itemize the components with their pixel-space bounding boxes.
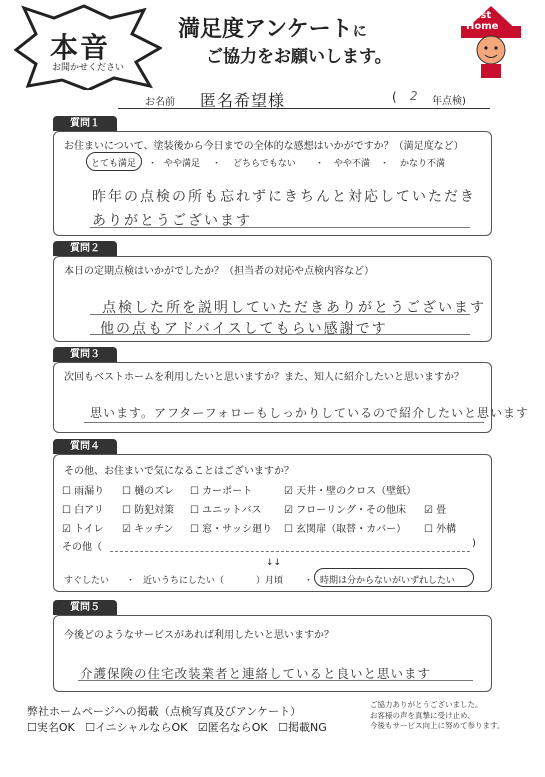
- q4-timing-sep: ・: [304, 576, 314, 586]
- q1-answer-rule: [90, 227, 470, 228]
- q4-checkbox-unitbath[interactable]: ☐ ユニットバス: [190, 505, 262, 516]
- badge-main-text: 本音: [50, 31, 111, 64]
- q4-checkbox-flooring[interactable]: ☑ フローリング・その他床: [284, 505, 406, 516]
- checkbox-box[interactable]: ☐: [62, 505, 71, 516]
- q4-other-close: ): [472, 538, 476, 549]
- footer-option-ng[interactable]: ☐掲載NG: [278, 721, 327, 734]
- survey-title-main: 満足度アンケート: [178, 17, 353, 42]
- checkbox-box[interactable]: ☐: [190, 524, 199, 535]
- thanks-message: [370, 700, 504, 732]
- q2-answer-line1: 点検した所を説明していただきありがとうございます: [102, 300, 486, 316]
- checkbox-box[interactable]: ☐: [278, 721, 288, 734]
- q2-tab: 質問２: [53, 241, 117, 256]
- q4-timing-near[interactable]: 近いうちにしたい（: [143, 576, 225, 586]
- checkbox-box[interactable]: ☐: [284, 524, 293, 535]
- q1-sep: ・: [380, 159, 390, 169]
- q5-answer-line1: 介護保険の住宅改装業者と連絡していると良いと思います: [80, 666, 432, 681]
- q5-question: 今後どのようなサービスがあれば利用したいと思いますか？: [64, 630, 334, 641]
- checkbox-checked[interactable]: ☑: [122, 524, 131, 535]
- q3-answer-rule: [84, 422, 484, 423]
- q4-timing-soon[interactable]: すぐしたい: [64, 576, 110, 586]
- badge-sub-text: お聞かせください: [52, 63, 125, 73]
- survey-title-suffix: に: [352, 24, 367, 40]
- checkbox-box[interactable]: ☐: [122, 505, 131, 516]
- checkbox-box[interactable]: ☐: [190, 505, 199, 516]
- q3-question: 次回もベストホームを利用したいと思いますか？また、知人に紹介したいと思いますか？: [64, 372, 464, 383]
- q2-answer-rule-2: [90, 334, 470, 335]
- q1-sep: ・: [148, 159, 158, 169]
- q4-other-label: その他（: [62, 542, 102, 553]
- inspection-year-label: 年点検): [432, 96, 466, 107]
- q4-checkbox-leak[interactable]: ☐ 雨漏り: [62, 486, 105, 497]
- thanks-line3: 今後もサービス向上に努めて参ります。: [370, 721, 505, 730]
- q1-option-very-dissatisfied[interactable]: かなり不満: [400, 159, 446, 169]
- q1-question: お住まいについて、塗装後から今日までの全体的な感想はいかがですか？（満足度など）: [64, 141, 464, 152]
- q4-checkbox-tatami[interactable]: ☑ 畳: [424, 505, 447, 516]
- q4-checkbox-exterior[interactable]: ☐ 外構: [424, 524, 457, 535]
- q4-checkbox-kitchen[interactable]: ☑ キッチン: [122, 524, 174, 535]
- q4-checkbox-security[interactable]: ☐ 防犯対策: [122, 505, 175, 516]
- q4-timing-sep: ・: [126, 576, 136, 586]
- q4-question: その他、お住まいで気になることはございますか？: [64, 466, 294, 477]
- checkbox-box[interactable]: ☐: [424, 524, 433, 535]
- q4-tab: 質問４: [53, 439, 117, 454]
- checkbox-checked[interactable]: ☑: [197, 721, 208, 734]
- checkbox-box[interactable]: ☐: [190, 486, 199, 497]
- checkbox-checked[interactable]: ☑: [284, 505, 293, 516]
- year-paren: (: [392, 90, 397, 104]
- q4-checkbox-toilet[interactable]: ☑ トイレ: [62, 524, 104, 535]
- q5-tab: 質問５: [53, 600, 117, 615]
- q2-answer-line2: 他の点もアドバイスしてもらい感謝です: [100, 321, 388, 337]
- logo-text: Best Home: [466, 10, 499, 32]
- q1-option-very-satisfied[interactable]: とても満足: [91, 159, 137, 169]
- q4-timing-someday[interactable]: 時期は分からないがいずれしたい: [320, 576, 456, 586]
- q4-checkbox-window[interactable]: ☐ 窓・サッシ廻り: [190, 524, 272, 535]
- footer-title: 弊社ホームページへの掲載（点検写真及びアンケート）: [27, 705, 302, 718]
- checkbox-box[interactable]: ☐: [122, 486, 131, 497]
- q2-answer-rule-1: [90, 314, 470, 315]
- footer-option-realname[interactable]: ☐実名OK: [27, 721, 75, 734]
- q1-option-neutral[interactable]: どちらでもない: [233, 159, 296, 169]
- q4-checkbox-gutter[interactable]: ☐ 樋のズレ: [122, 486, 175, 497]
- checkbox-box[interactable]: ☐: [27, 721, 37, 734]
- inspection-year-value[interactable]: 2: [410, 89, 418, 103]
- q4-checkbox-ceiling-wall[interactable]: ☑ 天井・壁のクロス（壁紙）: [284, 486, 417, 497]
- survey-title: [178, 12, 367, 43]
- q1-tab: 質問１: [53, 116, 117, 131]
- thanks-line2: お客様の声を真摯に受け止め、: [370, 710, 475, 720]
- q1-sep: ・: [212, 159, 222, 169]
- checkbox-box[interactable]: ☐: [62, 486, 71, 497]
- q4-checkbox-termite[interactable]: ☐ 白アリ: [62, 505, 104, 516]
- survey-subtitle: ご協力をお願いします。: [206, 47, 392, 67]
- footer-options: [27, 719, 327, 735]
- footer-option-initials[interactable]: ☐イニシャルならOK: [85, 721, 188, 734]
- name-value[interactable]: 匿名希望様: [200, 91, 286, 110]
- footer-option-anonymous[interactable]: ☑匿名ならOK: [197, 721, 268, 734]
- thanks-line1: ご協力ありがとうございました。: [370, 700, 483, 709]
- q3-tab: 質問３: [53, 347, 117, 362]
- q4-checkbox-entrance-door[interactable]: ☐ 玄関扉（取替・カバー）: [284, 524, 407, 535]
- checkbox-box[interactable]: ☐: [85, 721, 96, 734]
- q1-sep: ・: [315, 159, 325, 169]
- q2-question: 本日の定期点検はいかがでしたか？（担当者の対応や点検内容など）: [64, 266, 374, 277]
- q4-other-field[interactable]: [110, 551, 470, 552]
- name-label: お名前: [145, 97, 175, 108]
- checkbox-checked[interactable]: ☑: [284, 486, 293, 497]
- q1-option-somewhat-satisfied[interactable]: やや満足: [164, 159, 201, 169]
- q3-answer-line1: 思います。アフターフォローもしっかりしているので紹介したいと思います: [90, 406, 530, 420]
- q4-timing-month: ）月頃: [256, 576, 284, 586]
- q5-answer-rule: [78, 680, 473, 681]
- q1-option-somewhat-dissatisfied[interactable]: やや不満: [334, 159, 371, 169]
- checkbox-checked[interactable]: ☑: [62, 524, 71, 535]
- q4-arrows: ↓↓: [266, 558, 282, 568]
- checkbox-checked[interactable]: ☑: [424, 505, 433, 516]
- q1-answer-line2: ありがとうございます: [92, 213, 252, 229]
- q4-checkbox-carport[interactable]: ☐ カーポート: [190, 486, 253, 497]
- q1-answer-line1: 昨年の点検の所も忘れずにきちんと対応していただき: [92, 189, 476, 205]
